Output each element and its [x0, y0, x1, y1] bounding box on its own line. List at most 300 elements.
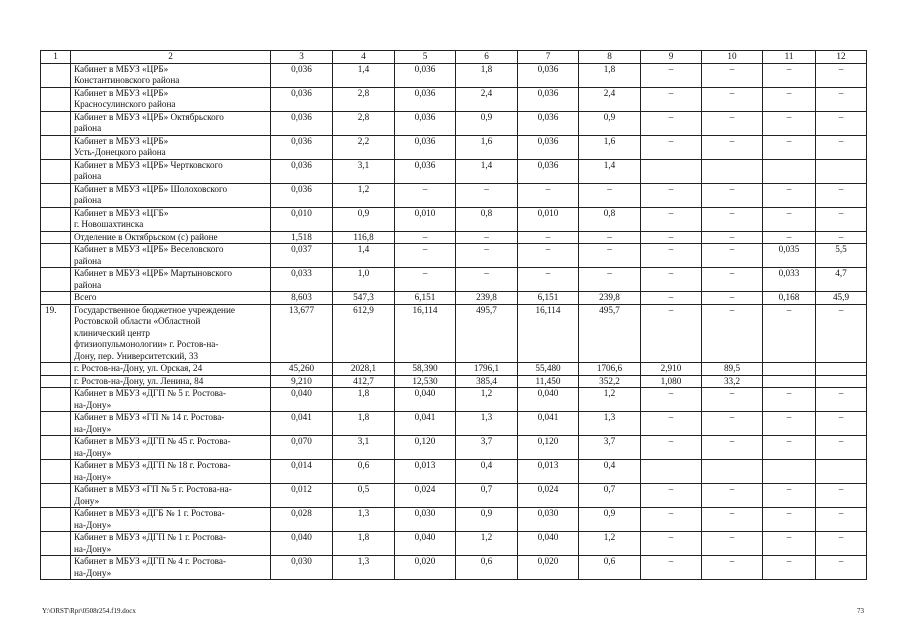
- table-cell: 2,2: [333, 135, 395, 159]
- table-cell: 0,040: [395, 388, 456, 412]
- row-number: [41, 375, 71, 388]
- table-cell: 412,7: [333, 375, 395, 388]
- table-cell: 0,010: [518, 207, 579, 231]
- row-number: [41, 532, 71, 556]
- table-cell: 8,603: [271, 292, 333, 305]
- table-cell: 1,4: [333, 244, 395, 268]
- table-cell: –: [641, 508, 702, 532]
- row-number: [41, 63, 71, 87]
- table-cell: 1,080: [641, 375, 702, 388]
- row-number: [41, 111, 71, 135]
- table-cell: –: [641, 183, 702, 207]
- table-cell: 16,114: [518, 304, 579, 363]
- row-number: [41, 484, 71, 508]
- table-cell: 58,390: [395, 363, 456, 376]
- table-cell: [641, 460, 702, 484]
- row-number: [41, 231, 71, 244]
- table-cell: 1,8: [333, 388, 395, 412]
- table-cell: 0,036: [395, 87, 456, 111]
- table-cell: 0,024: [395, 484, 456, 508]
- table-cell: 0,7: [456, 484, 518, 508]
- table-cell: –: [702, 304, 763, 363]
- table-cell: –: [641, 484, 702, 508]
- table-cell: 0,8: [456, 207, 518, 231]
- table-cell: –: [641, 292, 702, 305]
- table-cell: 2,910: [641, 363, 702, 376]
- row-name: Кабинет в МБУЗ «ДГП № 4 г. Ростова- на-Дону»: [71, 556, 271, 580]
- table-cell: –: [702, 412, 763, 436]
- table-cell: –: [579, 231, 641, 244]
- table-cell: 2,4: [456, 87, 518, 111]
- table-row: [41, 484, 867, 508]
- table-cell: 0,036: [271, 87, 333, 111]
- row-number: 19.: [41, 304, 71, 363]
- table-cell: –: [641, 268, 702, 292]
- row-name: Кабинет в МБУЗ «ЦРБ» Октябрьского района: [71, 111, 271, 135]
- table-cell: –: [456, 268, 518, 292]
- table-cell: 0,9: [579, 508, 641, 532]
- table-cell: –: [816, 304, 867, 363]
- table-row: [41, 244, 867, 268]
- row-name: Кабинет в МБУЗ «ДГП № 45 г. Ростова- на-Дону»: [71, 436, 271, 460]
- header-cell: 1: [41, 51, 71, 64]
- row-number: [41, 460, 71, 484]
- header-cell: 4: [333, 51, 395, 64]
- table-cell: 0,070: [271, 436, 333, 460]
- table-cell: 0,041: [271, 412, 333, 436]
- table-cell: –: [702, 388, 763, 412]
- table-cell: –: [763, 111, 816, 135]
- row-number: [41, 363, 71, 376]
- table-cell: 3,1: [333, 159, 395, 183]
- table-cell: 0,168: [763, 292, 816, 305]
- row-number: [41, 508, 71, 532]
- table-cell: 1,2: [456, 388, 518, 412]
- table-cell: 0,7: [579, 484, 641, 508]
- table-cell: 1,518: [271, 231, 333, 244]
- table-cell: 3,7: [579, 436, 641, 460]
- table-cell: 1,4: [579, 159, 641, 183]
- header-cell: 5: [395, 51, 456, 64]
- table-cell: 0,033: [763, 268, 816, 292]
- table-cell: 0,8: [579, 207, 641, 231]
- table-cell: 612,9: [333, 304, 395, 363]
- table-cell: –: [641, 388, 702, 412]
- table-cell: 0,4: [456, 460, 518, 484]
- row-number: [41, 556, 71, 580]
- table-cell: –: [763, 304, 816, 363]
- table-cell: 0,036: [518, 111, 579, 135]
- table-cell: –: [702, 436, 763, 460]
- table-cell: [816, 460, 867, 484]
- table-cell: 352,2: [579, 375, 641, 388]
- table-cell: 89,5: [702, 363, 763, 376]
- table-cell: –: [816, 412, 867, 436]
- header-cell: 10: [702, 51, 763, 64]
- table-cell: 3,7: [456, 436, 518, 460]
- table-cell: 0,010: [395, 207, 456, 231]
- row-name: Кабинет в МБУЗ «ЦРБ» Мартыновского района: [71, 268, 271, 292]
- table-cell: 1,3: [579, 412, 641, 436]
- table-cell: 0,040: [395, 532, 456, 556]
- table-cell: –: [641, 532, 702, 556]
- table-cell: 0,028: [271, 508, 333, 532]
- row-name: Кабинет в МБУЗ «ДГБ № 1 г. Ростова- на-Дону»: [71, 508, 271, 532]
- table-row: [41, 508, 867, 532]
- table-cell: –: [518, 231, 579, 244]
- table-cell: –: [702, 135, 763, 159]
- header-row: [41, 51, 867, 64]
- table-cell: –: [763, 207, 816, 231]
- row-number: [41, 244, 71, 268]
- data-table: [40, 50, 867, 580]
- table-cell: 0,030: [395, 508, 456, 532]
- table-cell: 3,1: [333, 436, 395, 460]
- table-cell: 0,014: [271, 460, 333, 484]
- table-cell: 0,036: [271, 135, 333, 159]
- table-cell: 0,040: [518, 532, 579, 556]
- table-cell: –: [763, 532, 816, 556]
- table-cell: –: [763, 63, 816, 87]
- table-cell: 0,036: [271, 111, 333, 135]
- table-cell: 239,8: [456, 292, 518, 305]
- table-cell: –: [702, 231, 763, 244]
- row-name: г. Ростов-на-Дону, ул. Ленина, 84: [71, 375, 271, 388]
- table-cell: 0,6: [579, 556, 641, 580]
- table-cell: –: [702, 207, 763, 231]
- row-name: Государственное бюджетное учреждение Ростовской области «Областной клинический центр фтизиопульмонологии» г. Ростов-на- Дону, пер. Университетский, 33: [71, 304, 271, 363]
- table-cell: –: [816, 87, 867, 111]
- table-cell: 0,6: [333, 460, 395, 484]
- row-name: Кабинет в МБУЗ «ЦРБ» Красносулинского района: [71, 87, 271, 111]
- table-cell: –: [641, 63, 702, 87]
- table-cell: –: [579, 244, 641, 268]
- row-number: [41, 292, 71, 305]
- table-row: [41, 304, 867, 363]
- table-cell: –: [518, 268, 579, 292]
- table-cell: –: [395, 244, 456, 268]
- table-cell: 2,4: [579, 87, 641, 111]
- header-cell: 6: [456, 51, 518, 64]
- table-cell: 1,4: [333, 63, 395, 87]
- header-cell: 9: [641, 51, 702, 64]
- table-cell: 11,450: [518, 375, 579, 388]
- table-cell: –: [763, 508, 816, 532]
- table-cell: [763, 375, 816, 388]
- table-cell: –: [816, 135, 867, 159]
- table-cell: 0,6: [456, 556, 518, 580]
- table-cell: –: [816, 484, 867, 508]
- table-cell: 0,036: [271, 159, 333, 183]
- table-cell: –: [763, 412, 816, 436]
- table-cell: –: [641, 135, 702, 159]
- table-cell: 547,3: [333, 292, 395, 305]
- table-cell: 0,041: [518, 412, 579, 436]
- table-cell: –: [816, 63, 867, 87]
- table-cell: 1,2: [579, 388, 641, 412]
- table-row: [41, 268, 867, 292]
- table-row: [41, 363, 867, 376]
- table-cell: 9,210: [271, 375, 333, 388]
- table-cell: –: [641, 412, 702, 436]
- row-name: Кабинет в МБУЗ «ДГП № 18 г. Ростова- на-Дону»: [71, 460, 271, 484]
- table-cell: 1706,6: [579, 363, 641, 376]
- table-cell: 1,4: [456, 159, 518, 183]
- table-cell: 0,9: [579, 111, 641, 135]
- table-cell: 33,2: [702, 375, 763, 388]
- table-cell: –: [816, 436, 867, 460]
- table-cell: 0,5: [333, 484, 395, 508]
- table-cell: 0,036: [518, 87, 579, 111]
- table-cell: 0,036: [395, 135, 456, 159]
- table-row: [41, 388, 867, 412]
- table-cell: –: [763, 484, 816, 508]
- table-cell: –: [816, 183, 867, 207]
- table-cell: 2028,1: [333, 363, 395, 376]
- table-cell: 495,7: [579, 304, 641, 363]
- header-cell: 7: [518, 51, 579, 64]
- table-cell: 0,020: [518, 556, 579, 580]
- table-cell: –: [518, 183, 579, 207]
- table-cell: –: [702, 508, 763, 532]
- header-cell: 2: [71, 51, 271, 64]
- table-cell: 0,010: [271, 207, 333, 231]
- table-cell: –: [641, 87, 702, 111]
- table-cell: –: [763, 135, 816, 159]
- row-number: [41, 436, 71, 460]
- table-cell: 16,114: [395, 304, 456, 363]
- header-cell: 12: [816, 51, 867, 64]
- table-cell: –: [579, 268, 641, 292]
- table-row: [41, 292, 867, 305]
- table-cell: –: [702, 532, 763, 556]
- table-cell: –: [702, 292, 763, 305]
- table-cell: 0,036: [518, 159, 579, 183]
- table-cell: 0,041: [395, 412, 456, 436]
- table-cell: 5,5: [816, 244, 867, 268]
- table-cell: –: [763, 556, 816, 580]
- table-cell: –: [816, 532, 867, 556]
- table-cell: [816, 159, 867, 183]
- table-cell: –: [395, 268, 456, 292]
- table-cell: [763, 363, 816, 376]
- table-cell: 1,2: [333, 183, 395, 207]
- table-row: [41, 375, 867, 388]
- table-cell: 1,6: [456, 135, 518, 159]
- table-cell: 6,151: [518, 292, 579, 305]
- table-cell: 6,151: [395, 292, 456, 305]
- table-cell: 239,8: [579, 292, 641, 305]
- table-cell: 1,8: [579, 63, 641, 87]
- table-cell: –: [763, 231, 816, 244]
- page-number: 73: [857, 607, 864, 615]
- table-cell: 1796,1: [456, 363, 518, 376]
- table-cell: [702, 159, 763, 183]
- table-cell: 1,2: [456, 532, 518, 556]
- table-cell: –: [702, 244, 763, 268]
- table-row: [41, 207, 867, 231]
- table-row: [41, 183, 867, 207]
- table-cell: –: [816, 111, 867, 135]
- table-row: [41, 135, 867, 159]
- table-cell: 1,6: [579, 135, 641, 159]
- table-cell: –: [456, 183, 518, 207]
- table-cell: 1,8: [456, 63, 518, 87]
- table-cell: –: [456, 244, 518, 268]
- table-cell: 0,036: [271, 183, 333, 207]
- row-name: Кабинет в МБУЗ «ЦРБ» Чертковского района: [71, 159, 271, 183]
- row-number: [41, 183, 71, 207]
- table-cell: –: [702, 63, 763, 87]
- row-name: Кабинет в МБУЗ «ЦРБ» Шолоховского района: [71, 183, 271, 207]
- table-cell: 2,8: [333, 111, 395, 135]
- table-cell: 0,120: [395, 436, 456, 460]
- table-row: [41, 231, 867, 244]
- table-cell: 0,040: [518, 388, 579, 412]
- table-cell: –: [641, 436, 702, 460]
- table-cell: –: [395, 183, 456, 207]
- row-number: [41, 412, 71, 436]
- table-cell: –: [816, 388, 867, 412]
- table-cell: 0,040: [271, 388, 333, 412]
- table-cell: [763, 460, 816, 484]
- table-cell: –: [702, 484, 763, 508]
- table-cell: 45,9: [816, 292, 867, 305]
- table-row: [41, 111, 867, 135]
- row-name: Отделение в Октябрьском (с) районе: [71, 231, 271, 244]
- row-number: [41, 388, 71, 412]
- row-number: [41, 87, 71, 111]
- table-cell: [816, 375, 867, 388]
- table-cell: 0,036: [271, 63, 333, 87]
- table-cell: –: [456, 231, 518, 244]
- row-name: Кабинет в МБУЗ «ДГП № 1 г. Ростова- на-Дону»: [71, 532, 271, 556]
- table-cell: [816, 363, 867, 376]
- table-row: [41, 63, 867, 87]
- table-cell: 0,120: [518, 436, 579, 460]
- table-cell: 0,9: [456, 508, 518, 532]
- row-number: [41, 159, 71, 183]
- row-number: [41, 207, 71, 231]
- table-row: [41, 460, 867, 484]
- table-cell: –: [641, 556, 702, 580]
- table-cell: –: [641, 111, 702, 135]
- table-cell: –: [763, 87, 816, 111]
- table-cell: –: [641, 304, 702, 363]
- table-cell: [641, 159, 702, 183]
- table-cell: 495,7: [456, 304, 518, 363]
- footer-file-path: Y:\ORST\Rpr\0508r254.f19.docx: [42, 607, 136, 615]
- table-cell: 0,030: [518, 508, 579, 532]
- table-cell: 1,0: [333, 268, 395, 292]
- table-cell: 0,9: [333, 207, 395, 231]
- table-cell: 12,530: [395, 375, 456, 388]
- table-row: [41, 87, 867, 111]
- table-cell: –: [702, 268, 763, 292]
- table-row: [41, 556, 867, 580]
- table-cell: 1,3: [456, 412, 518, 436]
- row-name: г. Ростов-на-Дону, ул. Орская, 24: [71, 363, 271, 376]
- table-cell: 1,3: [333, 556, 395, 580]
- table-cell: –: [518, 244, 579, 268]
- table-row: [41, 159, 867, 183]
- table-cell: 0,013: [395, 460, 456, 484]
- row-name: Кабинет в МБУЗ «ЦРБ» Константиновского района: [71, 63, 271, 87]
- table-cell: 0,040: [271, 532, 333, 556]
- table-cell: –: [763, 183, 816, 207]
- table-cell: –: [816, 556, 867, 580]
- table-cell: 55,480: [518, 363, 579, 376]
- row-name: Всего: [71, 292, 271, 305]
- table-cell: –: [816, 231, 867, 244]
- table-cell: 0,036: [395, 111, 456, 135]
- table-cell: 0,036: [518, 63, 579, 87]
- table-cell: 13,677: [271, 304, 333, 363]
- table-cell: 0,033: [271, 268, 333, 292]
- row-number: [41, 135, 71, 159]
- table-cell: 0,9: [456, 111, 518, 135]
- table-cell: –: [641, 231, 702, 244]
- table-cell: 116,8: [333, 231, 395, 244]
- row-name: Кабинет в МБУЗ «ЦРБ» Веселовского района: [71, 244, 271, 268]
- header-cell: 3: [271, 51, 333, 64]
- header-cell: 11: [763, 51, 816, 64]
- table-cell: –: [702, 87, 763, 111]
- table-cell: 0,012: [271, 484, 333, 508]
- row-name: Кабинет в МБУЗ «ГП № 5 г. Ростова-на- Дону»: [71, 484, 271, 508]
- table-cell: 0,036: [395, 63, 456, 87]
- row-name: Кабинет в МБУЗ «ГП № 14 г. Ростова- на-Дону»: [71, 412, 271, 436]
- table-cell: –: [702, 111, 763, 135]
- table-cell: 0,024: [518, 484, 579, 508]
- table-cell: –: [395, 231, 456, 244]
- table-cell: –: [641, 244, 702, 268]
- table-cell: 1,3: [333, 508, 395, 532]
- table-row: [41, 412, 867, 436]
- table-cell: –: [763, 388, 816, 412]
- table-cell: [763, 159, 816, 183]
- row-name: Кабинет в МБУЗ «ЦГБ» г. Новошахтинска: [71, 207, 271, 231]
- table-cell: [702, 460, 763, 484]
- table-cell: 0,020: [395, 556, 456, 580]
- table-cell: 4,7: [816, 268, 867, 292]
- row-name: Кабинет в МБУЗ «ДГП № 5 г. Ростова- на-Дону»: [71, 388, 271, 412]
- table-cell: –: [763, 436, 816, 460]
- table-row: [41, 532, 867, 556]
- row-name: Кабинет в МБУЗ «ЦРБ» Усть-Донецкого района: [71, 135, 271, 159]
- table-cell: –: [579, 183, 641, 207]
- table-cell: 385,4: [456, 375, 518, 388]
- table-cell: 0,030: [271, 556, 333, 580]
- table-cell: 1,2: [579, 532, 641, 556]
- table-cell: 0,036: [518, 135, 579, 159]
- table-cell: –: [641, 207, 702, 231]
- table-cell: 1,8: [333, 412, 395, 436]
- table-cell: 0,4: [579, 460, 641, 484]
- table-cell: 45,260: [271, 363, 333, 376]
- table-cell: –: [702, 183, 763, 207]
- table-row: [41, 436, 867, 460]
- table-cell: –: [702, 556, 763, 580]
- table-cell: 0,013: [518, 460, 579, 484]
- table-cell: 0,035: [763, 244, 816, 268]
- table-cell: –: [816, 207, 867, 231]
- table-cell: 1,8: [333, 532, 395, 556]
- row-number: [41, 268, 71, 292]
- table-cell: 0,036: [395, 159, 456, 183]
- table-cell: 2,8: [333, 87, 395, 111]
- table-cell: 0,037: [271, 244, 333, 268]
